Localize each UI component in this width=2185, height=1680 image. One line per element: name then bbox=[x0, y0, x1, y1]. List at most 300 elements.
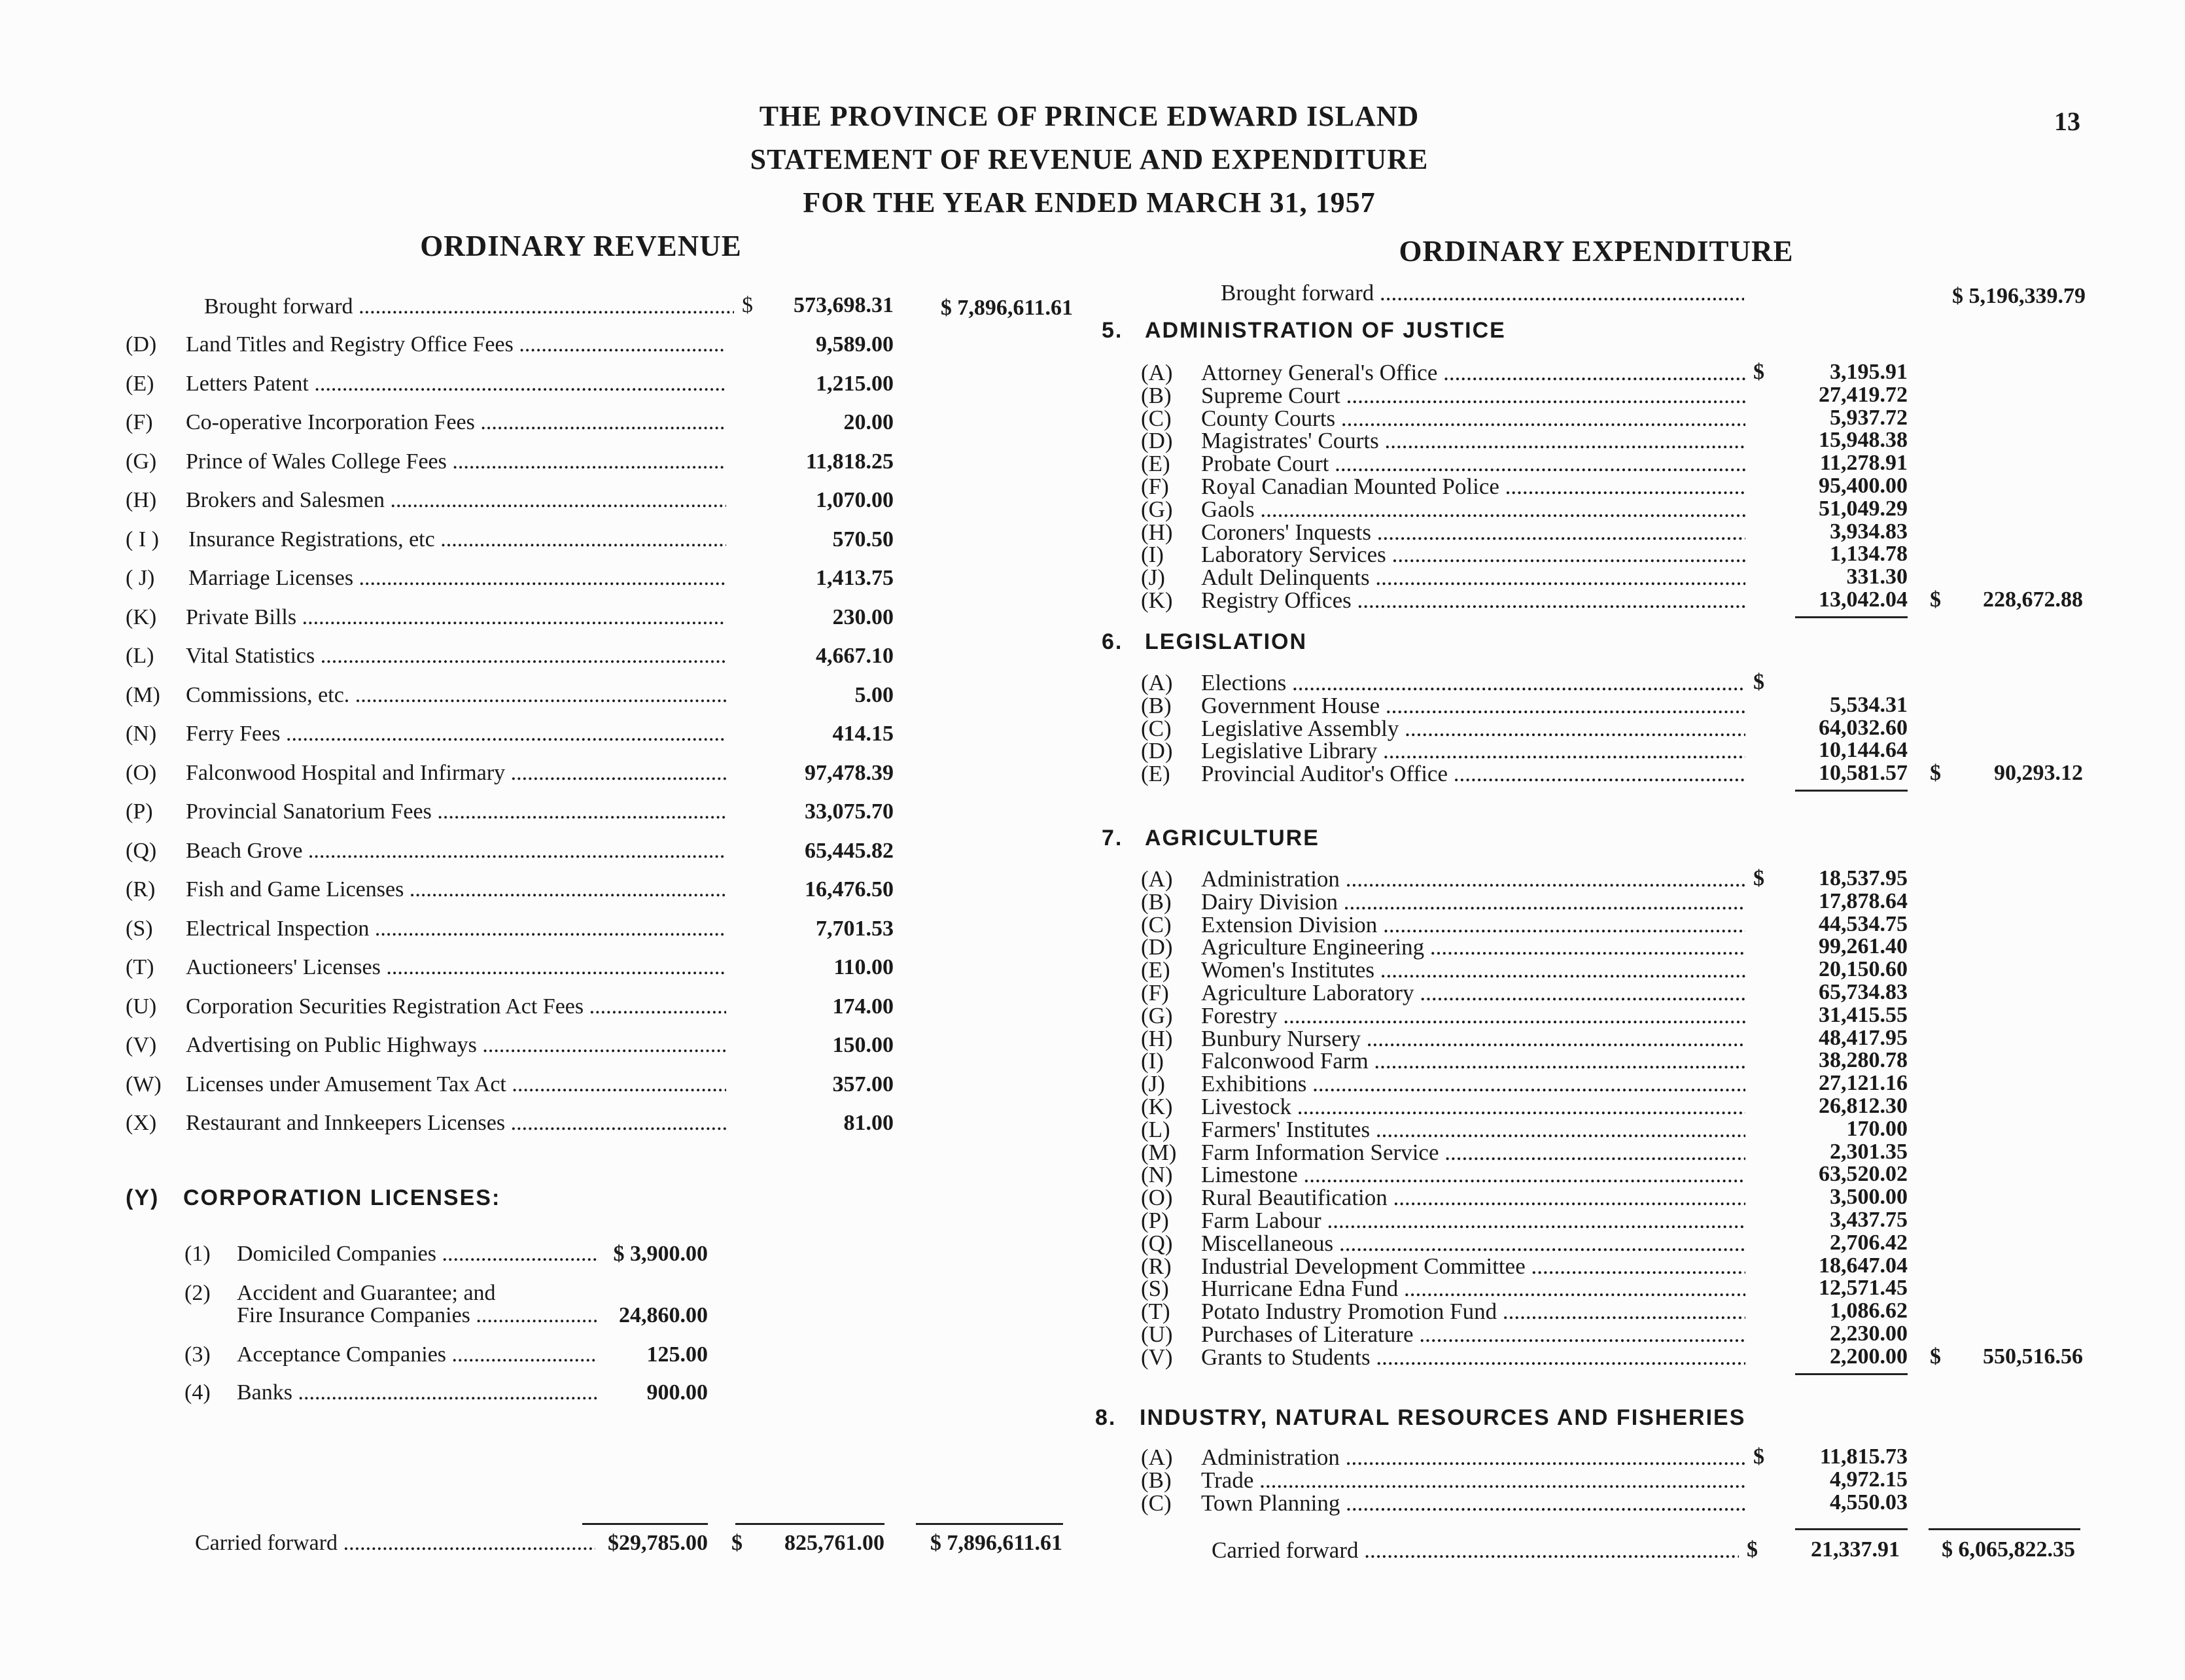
expenditure-section-number: 7. bbox=[1102, 826, 1123, 850]
expenditure-item-code: (H) bbox=[1141, 519, 1173, 545]
expenditure-item-amount: 4,972.15 bbox=[1830, 1467, 1908, 1492]
revenue-item-label-text: Advertising on Public Highways ..... bbox=[186, 1033, 726, 1057]
expenditure-item-label bbox=[1201, 1185, 1745, 1211]
expenditure-item-amount: 63,520.02 bbox=[1819, 1162, 1908, 1186]
expenditure-item-label-text: Administration ..... bbox=[1201, 866, 1745, 892]
revenue-item-amount: 97,478.39 bbox=[805, 760, 894, 785]
expenditure-item-code: (A) bbox=[1141, 670, 1173, 695]
expenditure-item-amount: 44,534.75 bbox=[1819, 912, 1908, 936]
expenditure-section-total: 90,293.12 bbox=[1994, 761, 2083, 785]
expenditure-item-amount: 48,417.95 bbox=[1819, 1026, 1908, 1050]
expenditure-item-label bbox=[1201, 1094, 1745, 1120]
corporation-item-label-text: Banks ..... bbox=[237, 1380, 598, 1405]
revenue-item-label bbox=[186, 994, 726, 1019]
revenue-item-label bbox=[186, 799, 726, 824]
expenditure-item-code: (F) bbox=[1141, 474, 1169, 499]
revenue-item-amount: 20.00 bbox=[843, 410, 894, 434]
expenditure-item-label bbox=[1201, 1299, 1745, 1325]
revenue-item-label bbox=[188, 527, 726, 552]
expenditure-rule-amount bbox=[1795, 1528, 1908, 1530]
corporation-item-label-2-text: Fire Insurance Companies ..... bbox=[237, 1303, 598, 1327]
expenditure-section-total-dollar: $ bbox=[1930, 587, 1941, 612]
expenditure-item-code: (B) bbox=[1141, 1467, 1172, 1493]
revenue-item-amount: 414.15 bbox=[832, 722, 894, 746]
expenditure-item-amount: 31,415.55 bbox=[1819, 1003, 1908, 1027]
expenditure-item-label bbox=[1201, 542, 1745, 568]
expenditure-item-amount: 15,948.38 bbox=[1819, 428, 1908, 452]
revenue-item-label-text: Licenses under Amusement Tax Act ..... bbox=[186, 1072, 726, 1096]
expenditure-item-code: (B) bbox=[1141, 383, 1172, 408]
expenditure-section-number: 8. bbox=[1095, 1405, 1117, 1430]
expenditure-item-code: (I) bbox=[1141, 1048, 1164, 1074]
expenditure-item-code: (R) bbox=[1141, 1253, 1172, 1279]
revenue-item-amount: 110.00 bbox=[833, 955, 894, 979]
revenue-item-code: (M) bbox=[126, 682, 160, 707]
expenditure-item-label-text: Town Planning ..... bbox=[1201, 1490, 1745, 1516]
expenditure-item-code: (A) bbox=[1141, 1444, 1173, 1470]
expenditure-item-amount: 11,278.91 bbox=[1819, 451, 1908, 475]
expenditure-item-amount: 2,230.00 bbox=[1830, 1321, 1908, 1346]
revenue-item-label bbox=[186, 877, 726, 902]
header-line-1: THE PROVINCE OF PRINCE EDWARD ISLAND bbox=[759, 100, 1420, 132]
expenditure-item-code: (B) bbox=[1141, 693, 1172, 718]
expenditure-section-total-dollar: $ bbox=[1930, 1344, 1941, 1369]
revenue-item-label-text: Land Titles and Registry Office Fees ..... bbox=[186, 332, 726, 357]
revenue-item-code: (U) bbox=[126, 994, 157, 1019]
corporation-item-code: (3) bbox=[184, 1342, 211, 1367]
expenditure-brought-forward-label-text: Brought forward ..... bbox=[1221, 280, 1744, 306]
expenditure-item-dollar: $ bbox=[1753, 1444, 1764, 1469]
revenue-item-code: (T) bbox=[126, 955, 154, 979]
revenue-brought-forward-total: $ 7,896,611.61 bbox=[940, 296, 1073, 320]
revenue-item-code: (W) bbox=[126, 1072, 162, 1096]
expenditure-item-code: (S) bbox=[1141, 1276, 1169, 1301]
expenditure-item-amount: 331.30 bbox=[1846, 565, 1908, 589]
revenue-item-label bbox=[186, 722, 726, 746]
expenditure-carried-forward-label bbox=[1212, 1537, 1739, 1564]
expenditure-item-amount: 27,121.16 bbox=[1819, 1071, 1908, 1095]
expenditure-item-label-text: Supreme Court ..... bbox=[1201, 383, 1745, 408]
expenditure-item-label bbox=[1201, 761, 1745, 787]
expenditure-item-amount: 3,934.83 bbox=[1830, 519, 1908, 544]
revenue-item-code: (F) bbox=[126, 410, 153, 434]
expenditure-item-amount: 95,400.00 bbox=[1819, 474, 1908, 498]
expenditure-item-code: (T) bbox=[1141, 1299, 1170, 1324]
expenditure-item-label bbox=[1201, 1276, 1745, 1302]
expenditure-section-rule bbox=[1795, 1373, 1908, 1375]
expenditure-item-amount: 11,815.73 bbox=[1819, 1444, 1908, 1469]
expenditure-section-rule bbox=[1795, 616, 1908, 618]
revenue-item-label-text: Insurance Registrations, etc ..... bbox=[188, 527, 726, 551]
revenue-item-label bbox=[186, 332, 726, 357]
expenditure-item-code: (G) bbox=[1141, 1003, 1173, 1028]
expenditure-section-number: 5. bbox=[1102, 318, 1123, 343]
expenditure-item-label bbox=[1201, 1071, 1745, 1097]
expenditure-item-label-text: Farmers' Institutes ..... bbox=[1201, 1117, 1745, 1142]
revenue-item-label-text: Private Bills ..... bbox=[186, 605, 726, 629]
expenditure-item-label-text: Limestone ..... bbox=[1201, 1162, 1745, 1187]
expenditure-item-code: (E) bbox=[1141, 761, 1170, 786]
revenue-item-code: ( I ) bbox=[126, 527, 159, 551]
revenue-brought-forward-dollar: $ bbox=[742, 293, 753, 317]
expenditure-item-label-text: Falconwood Farm ..... bbox=[1201, 1048, 1745, 1074]
expenditure-section-total: 550,516.56 bbox=[1983, 1344, 2083, 1369]
expenditure-item-code: (M) bbox=[1141, 1140, 1177, 1165]
expenditure-item-label bbox=[1201, 565, 1745, 591]
revenue-item-label-text: Restaurant and Innkeepers Licenses ..... bbox=[186, 1111, 726, 1135]
expenditure-item-amount: 51,049.29 bbox=[1819, 497, 1908, 521]
expenditure-item-code: (J) bbox=[1141, 565, 1165, 590]
revenue-item-code: (O) bbox=[126, 760, 157, 785]
expenditure-item-amount: 2,301.35 bbox=[1830, 1140, 1908, 1164]
revenue-item-label bbox=[186, 1111, 726, 1136]
expenditure-section-title: LEGISLATION bbox=[1145, 629, 1308, 654]
revenue-carried-forward-amount: 825,761.00 bbox=[784, 1531, 884, 1555]
revenue-item-label-text: Electrical Inspection ..... bbox=[186, 917, 726, 941]
expenditure-item-label bbox=[1201, 670, 1745, 696]
corporation-item-label: Accident and Guarantee; and bbox=[237, 1281, 496, 1305]
expenditure-item-amount: 10,581.57 bbox=[1819, 761, 1908, 785]
expenditure-item-code: (E) bbox=[1141, 957, 1170, 983]
expenditure-item-label bbox=[1201, 474, 1745, 500]
expenditure-item-label-text: Coroners' Inquests ..... bbox=[1201, 519, 1745, 545]
expenditure-item-label-text: Miscellaneous ..... bbox=[1201, 1231, 1745, 1256]
expenditure-item-code: (C) bbox=[1141, 912, 1172, 937]
expenditure-item-label-text: Provincial Auditor's Office ..... bbox=[1201, 761, 1745, 786]
corporation-item-label-text: Acceptance Companies ..... bbox=[237, 1342, 598, 1367]
expenditure-item-code: (D) bbox=[1141, 428, 1173, 453]
revenue-item-label bbox=[186, 449, 726, 474]
revenue-title: ORDINARY REVENUE bbox=[420, 230, 742, 262]
corporation-item-code: (4) bbox=[184, 1380, 211, 1405]
revenue-item-label-text: Provincial Sanatorium Fees ..... bbox=[186, 799, 726, 824]
revenue-rule-sub bbox=[582, 1523, 708, 1525]
revenue-carried-forward-label bbox=[195, 1531, 595, 1556]
expenditure-item-amount: 27,419.72 bbox=[1819, 383, 1908, 407]
expenditure-item-amount: 65,734.83 bbox=[1819, 980, 1908, 1004]
expenditure-item-label bbox=[1201, 889, 1745, 915]
revenue-item-label-text: Fish and Game Licenses ..... bbox=[186, 877, 726, 901]
expenditure-item-code: (P) bbox=[1141, 1208, 1169, 1233]
revenue-item-label bbox=[186, 683, 726, 708]
revenue-item-code: (G) bbox=[126, 449, 157, 474]
corporation-item-code: (1) bbox=[184, 1242, 211, 1266]
expenditure-item-label bbox=[1201, 1117, 1745, 1143]
expenditure-item-label-text: Exhibitions ..... bbox=[1201, 1071, 1745, 1096]
expenditure-item-amount: 2,200.00 bbox=[1830, 1344, 1908, 1369]
expenditure-item-code: (E) bbox=[1141, 451, 1170, 476]
expenditure-item-label bbox=[1201, 1208, 1745, 1234]
revenue-carried-forward-total: $ 7,896,611.61 bbox=[930, 1531, 1062, 1555]
expenditure-item-code: (F) bbox=[1141, 980, 1169, 1006]
revenue-item-label bbox=[186, 372, 726, 396]
revenue-item-amount: 16,476.50 bbox=[805, 877, 894, 901]
expenditure-item-label-text: Livestock ..... bbox=[1201, 1094, 1745, 1119]
corporation-item-label bbox=[237, 1380, 598, 1405]
expenditure-item-label-text: Dairy Division ..... bbox=[1201, 889, 1745, 915]
expenditure-item-label-text: Agriculture Engineering ..... bbox=[1201, 934, 1745, 960]
revenue-item-amount: 1,215.00 bbox=[816, 371, 894, 396]
revenue-item-amount: 357.00 bbox=[832, 1072, 894, 1096]
expenditure-item-amount: 10,144.64 bbox=[1819, 738, 1908, 762]
revenue-item-code: (P) bbox=[126, 799, 153, 824]
corporation-item-label bbox=[237, 1342, 598, 1367]
expenditure-item-label bbox=[1201, 693, 1745, 719]
expenditure-item-label bbox=[1201, 934, 1745, 960]
expenditure-item-label-text: Hurricane Edna Fund ..... bbox=[1201, 1276, 1745, 1301]
expenditure-item-code: (I) bbox=[1141, 542, 1164, 567]
expenditure-item-label-text: Magistrates' Courts ..... bbox=[1201, 428, 1745, 453]
expenditure-item-label bbox=[1201, 497, 1745, 523]
expenditure-item-label-text: Trade ..... bbox=[1201, 1467, 1745, 1493]
expenditure-item-label bbox=[1201, 738, 1745, 764]
expenditure-item-code: (A) bbox=[1141, 360, 1173, 385]
revenue-item-code: (K) bbox=[126, 604, 157, 629]
expenditure-item-code: (K) bbox=[1141, 587, 1173, 613]
expenditure-item-label bbox=[1201, 383, 1745, 409]
revenue-item-code: (X) bbox=[126, 1111, 157, 1135]
expenditure-item-code: (G) bbox=[1141, 497, 1173, 522]
revenue-item-label bbox=[186, 1072, 726, 1097]
revenue-item-label-text: Vital Statistics ..... bbox=[186, 644, 726, 668]
revenue-item-label-text: Ferry Fees ..... bbox=[186, 722, 726, 746]
expenditure-item-label bbox=[1201, 1321, 1745, 1348]
revenue-item-label bbox=[186, 955, 726, 980]
expenditure-carried-forward-amount: 21,337.91 bbox=[1811, 1537, 1900, 1562]
expenditure-item-label bbox=[1201, 360, 1745, 386]
revenue-item-label-text: Falconwood Hospital and Infirmary ..... bbox=[186, 761, 726, 785]
expenditure-carried-forward-label-text: Carried forward ..... bbox=[1212, 1537, 1739, 1563]
expenditure-item-label-text: Elections ..... bbox=[1201, 670, 1745, 695]
revenue-item-code: (S) bbox=[126, 916, 153, 941]
expenditure-item-label-text: Administration ..... bbox=[1201, 1444, 1745, 1470]
revenue-item-label bbox=[186, 488, 726, 513]
expenditure-item-label bbox=[1201, 1162, 1745, 1188]
expenditure-carried-forward-total: $ 6,065,822.35 bbox=[1942, 1537, 2075, 1562]
expenditure-item-code: (K) bbox=[1141, 1094, 1173, 1119]
corporation-item-code: (2) bbox=[184, 1281, 211, 1305]
revenue-item-code: (L) bbox=[126, 644, 154, 668]
expenditure-item-label-text: Adult Delinquents ..... bbox=[1201, 565, 1745, 590]
expenditure-item-code: (A) bbox=[1141, 866, 1173, 892]
expenditure-item-amount: 99,261.40 bbox=[1819, 934, 1908, 958]
revenue-brought-forward-label bbox=[204, 294, 734, 319]
header-line-2: STATEMENT OF REVENUE AND EXPENDITURE bbox=[750, 143, 1429, 175]
revenue-item-amount: 81.00 bbox=[843, 1111, 894, 1135]
expenditure-item-label-text: Agriculture Laboratory ..... bbox=[1201, 980, 1745, 1006]
revenue-item-label bbox=[188, 566, 726, 591]
expenditure-item-label bbox=[1201, 1490, 1745, 1516]
revenue-item-code: (N) bbox=[126, 722, 157, 746]
corporation-item-amount: 900.00 bbox=[646, 1380, 708, 1405]
expenditure-item-label bbox=[1201, 1344, 1745, 1371]
expenditure-item-code: (J) bbox=[1141, 1071, 1165, 1096]
expenditure-item-amount: 18,647.04 bbox=[1819, 1253, 1908, 1278]
expenditure-item-label-text: Royal Canadian Mounted Police ..... bbox=[1201, 474, 1745, 499]
revenue-item-amount: 1,070.00 bbox=[816, 488, 894, 512]
expenditure-item-code: (B) bbox=[1141, 889, 1172, 915]
expenditure-item-code: (C) bbox=[1141, 1490, 1172, 1516]
revenue-item-code: (R) bbox=[126, 877, 156, 901]
expenditure-item-dollar: $ bbox=[1753, 670, 1764, 694]
expenditure-item-label-text: Industrial Development Committee ..... bbox=[1201, 1253, 1745, 1279]
expenditure-item-amount: 3,437.75 bbox=[1830, 1208, 1908, 1232]
expenditure-item-label bbox=[1201, 957, 1745, 983]
expenditure-item-label-text: Laboratory Services ..... bbox=[1201, 542, 1745, 567]
expenditure-section-total-dollar: $ bbox=[1930, 761, 1941, 785]
expenditure-item-code: (C) bbox=[1141, 716, 1172, 741]
expenditure-item-label bbox=[1201, 980, 1745, 1006]
expenditure-section-number: 6. bbox=[1102, 629, 1123, 654]
revenue-item-amount: 4,667.10 bbox=[816, 644, 894, 668]
expenditure-item-label-text: Gaols ..... bbox=[1201, 497, 1745, 522]
expenditure-rule-total bbox=[1929, 1528, 2080, 1530]
expenditure-item-label-text: Farm Labour ..... bbox=[1201, 1208, 1745, 1233]
header-line-3: FOR THE YEAR ENDED MARCH 31, 1957 bbox=[803, 186, 1376, 219]
expenditure-item-label-text: Farm Information Service ..... bbox=[1201, 1140, 1745, 1165]
expenditure-item-label-text: County Courts ..... bbox=[1201, 406, 1745, 431]
revenue-item-amount: 230.00 bbox=[832, 604, 894, 629]
expenditure-item-label bbox=[1201, 1003, 1745, 1029]
revenue-item-label-text: Commissions, etc. ..... bbox=[186, 683, 726, 707]
expenditure-item-amount: 5,937.72 bbox=[1830, 406, 1908, 430]
expenditure-item-label-text: Attorney General's Office ..... bbox=[1201, 360, 1745, 385]
expenditure-item-label-text: Probate Court ..... bbox=[1201, 451, 1745, 476]
revenue-item-amount: 150.00 bbox=[832, 1033, 894, 1057]
expenditure-title: ORDINARY EXPENDITURE bbox=[1399, 235, 1794, 268]
revenue-item-amount: 174.00 bbox=[832, 994, 894, 1019]
expenditure-item-code: (N) bbox=[1141, 1162, 1173, 1187]
revenue-item-code: (E) bbox=[126, 371, 154, 396]
expenditure-item-amount: 5,534.31 bbox=[1830, 693, 1908, 717]
revenue-carried-forward-sub: $29,785.00 bbox=[608, 1531, 708, 1555]
expenditure-carried-forward-dollar: $ bbox=[1747, 1537, 1758, 1562]
expenditure-item-amount: 3,500.00 bbox=[1830, 1185, 1908, 1209]
expenditure-brought-forward-label bbox=[1221, 280, 1744, 306]
expenditure-item-amount: 170.00 bbox=[1846, 1117, 1908, 1141]
revenue-item-code: (D) bbox=[126, 332, 157, 357]
revenue-item-label bbox=[186, 605, 726, 630]
expenditure-item-amount: 2,706.42 bbox=[1830, 1231, 1908, 1255]
expenditure-section-title: AGRICULTURE bbox=[1145, 826, 1320, 850]
revenue-item-code: (H) bbox=[126, 488, 157, 512]
expenditure-item-label-text: Rural Beautification ..... bbox=[1201, 1185, 1745, 1210]
corporation-item-label bbox=[237, 1242, 598, 1267]
revenue-item-amount: 570.50 bbox=[832, 527, 894, 551]
expenditure-item-label-text: Government House ..... bbox=[1201, 693, 1745, 718]
expenditure-item-dollar: $ bbox=[1753, 866, 1764, 890]
expenditure-item-amount: 64,032.60 bbox=[1819, 716, 1908, 740]
expenditure-item-label bbox=[1201, 1444, 1745, 1471]
page-number: 13 bbox=[2054, 107, 2080, 136]
revenue-item-label bbox=[186, 761, 726, 786]
revenue-item-label bbox=[186, 410, 726, 435]
revenue-item-amount: 9,589.00 bbox=[816, 332, 894, 357]
expenditure-item-code: (H) bbox=[1141, 1026, 1173, 1051]
expenditure-section-title: INDUSTRY, NATURAL RESOURCES AND FISHERIES bbox=[1140, 1405, 1746, 1430]
revenue-item-label-text: Auctioneers' Licenses ..... bbox=[186, 955, 726, 979]
revenue-item-label bbox=[186, 917, 726, 941]
expenditure-item-label bbox=[1201, 428, 1745, 454]
corporation-item-label-2 bbox=[237, 1303, 598, 1328]
revenue-carried-forward-dollar: $ bbox=[731, 1531, 743, 1555]
revenue-item-label bbox=[186, 839, 726, 864]
revenue-item-label-text: Marriage Licenses ..... bbox=[188, 566, 726, 590]
expenditure-item-amount: 12,571.45 bbox=[1819, 1276, 1908, 1300]
expenditure-item-label bbox=[1201, 587, 1745, 614]
expenditure-item-label bbox=[1201, 866, 1745, 892]
expenditure-item-dollar: $ bbox=[1753, 360, 1764, 384]
expenditure-item-label-text: Extension Division ..... bbox=[1201, 912, 1745, 937]
revenue-item-amount: 65,445.82 bbox=[805, 838, 894, 863]
expenditure-item-amount: 3,195.91 bbox=[1830, 360, 1908, 384]
revenue-item-code: (Q) bbox=[126, 838, 157, 863]
expenditure-item-label-text: Legislative Library ..... bbox=[1201, 738, 1745, 763]
revenue-item-label bbox=[186, 644, 726, 669]
revenue-rule-total bbox=[916, 1523, 1063, 1525]
expenditure-item-label-text: Purchases of Literature ..... bbox=[1201, 1321, 1745, 1347]
revenue-item-amount: 7,701.53 bbox=[816, 916, 894, 941]
revenue-item-label-text: Letters Patent ..... bbox=[186, 372, 726, 396]
revenue-item-label-text: Beach Grove ..... bbox=[186, 839, 726, 863]
corporation-title: CORPORATION LICENSES: bbox=[183, 1185, 501, 1210]
revenue-item-label-text: Corporation Securities Registration Act Fees ..... bbox=[186, 994, 726, 1019]
expenditure-item-label-text: Bunbury Nursery ..... bbox=[1201, 1026, 1745, 1051]
revenue-brought-forward-amount: 573,698.31 bbox=[794, 293, 894, 317]
expenditure-item-label-text: Potato Industry Promotion Fund ..... bbox=[1201, 1299, 1745, 1324]
expenditure-item-amount: 1,086.62 bbox=[1830, 1299, 1908, 1323]
corporation-item-amount: $ 3,900.00 bbox=[613, 1242, 708, 1266]
corporation-code: (Y) bbox=[126, 1185, 160, 1210]
revenue-item-label-text: Prince of Wales College Fees ..... bbox=[186, 449, 726, 474]
expenditure-item-code: (O) bbox=[1141, 1185, 1173, 1210]
corporation-item-amount: 24,860.00 bbox=[619, 1303, 708, 1327]
expenditure-item-amount: 4,550.03 bbox=[1830, 1490, 1908, 1514]
expenditure-item-label-text: Women's Institutes ..... bbox=[1201, 957, 1745, 983]
expenditure-item-label-text: Forestry ..... bbox=[1201, 1003, 1745, 1028]
revenue-item-label bbox=[186, 1033, 726, 1058]
corporation-item-amount: 125.00 bbox=[646, 1342, 708, 1367]
expenditure-item-label bbox=[1201, 1231, 1745, 1257]
expenditure-item-label bbox=[1201, 1048, 1745, 1074]
expenditure-item-label bbox=[1201, 451, 1745, 477]
expenditure-item-code: (D) bbox=[1141, 934, 1173, 960]
expenditure-item-code: (D) bbox=[1141, 738, 1173, 763]
expenditure-section-rule bbox=[1795, 790, 1908, 792]
revenue-item-amount: 11,818.25 bbox=[805, 449, 894, 474]
expenditure-item-code: (V) bbox=[1141, 1344, 1173, 1370]
expenditure-item-label-text: Legislative Assembly ..... bbox=[1201, 716, 1745, 741]
expenditure-item-code: (U) bbox=[1141, 1321, 1173, 1347]
corporation-item-label-text: Domiciled Companies ..... bbox=[237, 1242, 598, 1266]
revenue-item-amount: 1,413.75 bbox=[816, 566, 894, 590]
expenditure-item-amount: 17,878.64 bbox=[1819, 889, 1908, 913]
revenue-item-label-text: Brokers and Salesmen ..... bbox=[186, 488, 726, 512]
expenditure-item-code: (L) bbox=[1141, 1117, 1170, 1142]
revenue-rule-amount bbox=[735, 1523, 884, 1525]
revenue-brought-forward-label-text: Brought forward ..... bbox=[204, 294, 734, 319]
expenditure-item-amount: 38,280.78 bbox=[1819, 1048, 1908, 1072]
revenue-carried-forward-label-text: Carried forward ..... bbox=[195, 1531, 595, 1555]
expenditure-item-code: (Q) bbox=[1141, 1231, 1173, 1256]
expenditure-item-amount: 20,150.60 bbox=[1819, 957, 1908, 981]
revenue-item-label-text: Co-operative Incorporation Fees ..... bbox=[186, 410, 726, 434]
expenditure-item-label-text: Registry Offices ..... bbox=[1201, 587, 1745, 613]
revenue-item-code: (V) bbox=[126, 1033, 157, 1057]
expenditure-section-total: 228,672.88 bbox=[1983, 587, 2083, 612]
expenditure-section-title: ADMINISTRATION OF JUSTICE bbox=[1145, 318, 1506, 343]
expenditure-item-amount: 13,042.04 bbox=[1819, 587, 1908, 612]
